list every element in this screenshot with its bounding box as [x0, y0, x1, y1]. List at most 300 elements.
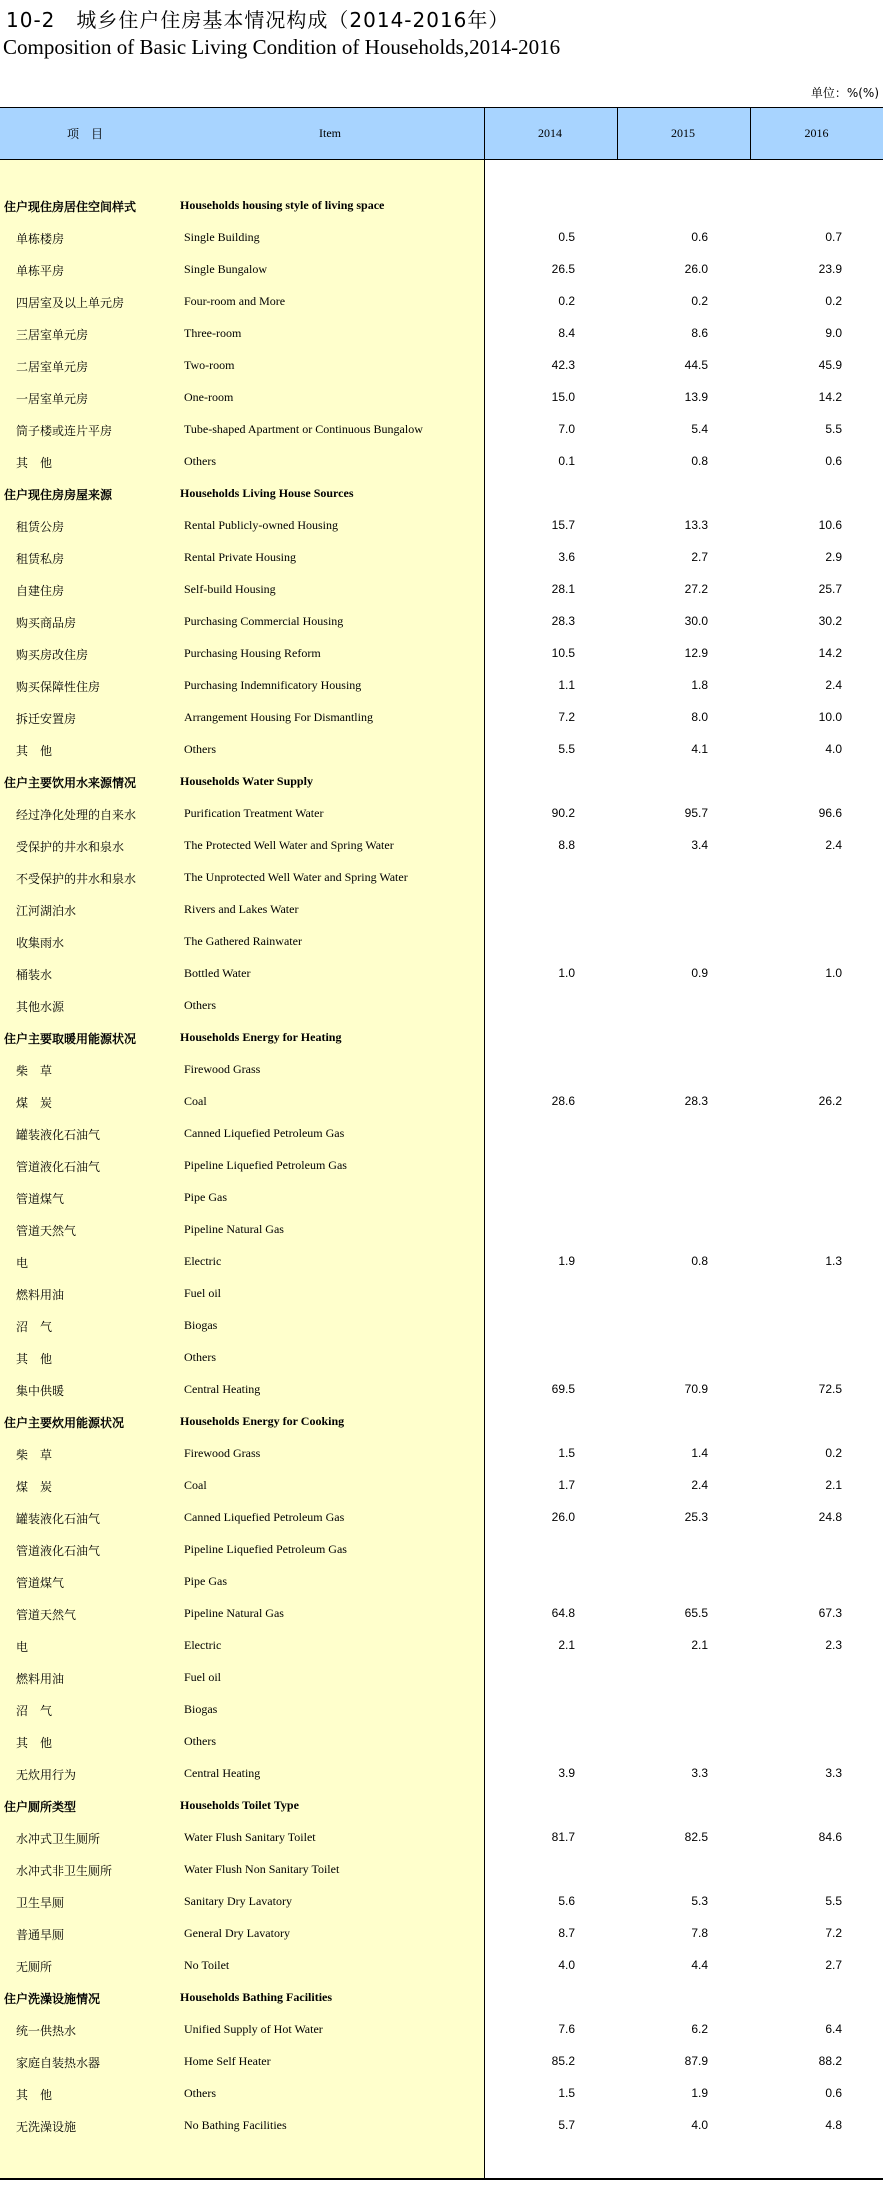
cell-value-2016: 0.6: [825, 2086, 842, 2100]
cell-value-2016: 84.6: [818, 1830, 842, 1844]
table-row: [0, 1470, 883, 1502]
cell-value-2016: 0.2: [825, 1446, 842, 1460]
row-label-en: Electric: [184, 1254, 222, 1268]
row-label-en: Households Energy for Heating: [180, 1030, 342, 1044]
table-row: [0, 1854, 883, 1886]
cell-value-2014: 64.8: [551, 1606, 575, 1620]
table-bottom-border: [0, 2178, 883, 2180]
cell-value-2016: 4.0: [825, 742, 842, 756]
row-label-en: Central Heating: [184, 1766, 261, 1780]
cell-value-2016: 24.8: [818, 1510, 842, 1524]
cell-value-2015: 1.4: [691, 1446, 708, 1460]
row-label-cn: 其 他: [16, 456, 53, 470]
row-label-en: Two-room: [184, 358, 235, 372]
table-row: [0, 1950, 883, 1982]
cell-value-2014: 0.5: [558, 230, 575, 244]
row-label-cn: 租赁公房: [16, 520, 65, 534]
row-label-en: Self-build Housing: [184, 582, 276, 596]
row-label-cn: 其 他: [16, 1736, 53, 1750]
row-label-en: Home Self Heater: [184, 2054, 271, 2068]
row-label-cn: 柴 草: [16, 1064, 53, 1078]
row-label-cn: 水冲式卫生厕所: [16, 1832, 101, 1846]
row-label-en: Households Toilet Type: [180, 1798, 299, 1812]
cell-value-2014: 1.0: [558, 966, 575, 980]
row-label-cn: 经过净化处理的自来水: [16, 808, 137, 822]
table-row: [0, 2110, 883, 2142]
section-header-row: [0, 190, 883, 222]
row-label-cn: 普通旱厕: [16, 1928, 65, 1942]
row-label-en: Single Building: [184, 230, 260, 244]
row-label-cn: 其他水源: [16, 1000, 65, 1014]
cell-value-2016: 14.2: [818, 390, 842, 404]
row-label-cn: 二居室单元房: [16, 360, 89, 374]
row-label-cn: 管道液化石油气: [16, 1160, 101, 1174]
header-item-cn: 项 目: [66, 127, 103, 141]
table-row: [0, 1758, 883, 1790]
cell-value-2015: 12.9: [684, 646, 708, 660]
cell-value-2015: 70.9: [684, 1382, 708, 1396]
section-header-row: [0, 1790, 883, 1822]
page-title-en: Composition of Basic Living Condition of Households,2014-2016: [3, 35, 561, 59]
row-label-cn: 无厕所: [16, 1960, 53, 1974]
cell-value-2015: 44.5: [684, 358, 708, 372]
table-row: [0, 638, 883, 670]
table-row: [0, 1374, 883, 1406]
cell-value-2016: 4.8: [825, 2118, 842, 2132]
row-label-en: Households Bathing Facilities: [180, 1990, 333, 2004]
row-label-en: The Unprotected Well Water and Spring Water: [184, 870, 408, 884]
row-label-cn: 不受保护的井水和泉水: [16, 872, 137, 886]
table-row: [0, 1630, 883, 1662]
cell-value-2015: 0.8: [691, 1254, 708, 1268]
row-label-en: Purification Treatment Water: [184, 806, 324, 820]
row-label-cn: 管道天然气: [16, 1224, 77, 1238]
row-label-en: The Protected Well Water and Spring Water: [184, 838, 394, 852]
row-label-cn: 管道煤气: [16, 1192, 65, 1206]
row-label-cn: 电: [16, 1256, 29, 1270]
row-label-cn: 燃料用油: [16, 1288, 65, 1302]
header-year-2016: 2016: [804, 126, 829, 140]
cell-value-2014: 69.5: [551, 1382, 575, 1396]
table-row: [0, 606, 883, 638]
row-label-en: Water Flush Sanitary Toilet: [184, 1830, 316, 1844]
cell-value-2014: 5.5: [558, 742, 575, 756]
row-label-en: Bottled Water: [184, 966, 251, 980]
table-row: [0, 318, 883, 350]
cell-value-2016: 2.3: [825, 1638, 842, 1652]
cell-value-2015: 8.0: [691, 710, 708, 724]
table-row: [0, 1246, 883, 1278]
section-header-row: [0, 478, 883, 510]
cell-value-2016: 0.7: [825, 230, 842, 244]
table-row: [0, 1278, 883, 1310]
table-row: [0, 446, 883, 478]
row-label-cn: 罐装液化石油气: [16, 1512, 101, 1526]
cell-value-2014: 28.3: [551, 614, 575, 628]
row-label-en: One-room: [184, 390, 234, 404]
row-label-en: Purchasing Housing Reform: [184, 646, 321, 660]
table-row: [0, 222, 883, 254]
row-label-cn: 桶装水: [16, 968, 53, 982]
cell-value-2015: 87.9: [684, 2054, 708, 2068]
row-label-en: Pipeline Liquefied Petroleum Gas: [184, 1542, 347, 1556]
table-row: [0, 286, 883, 318]
cell-value-2014: 8.8: [558, 838, 575, 852]
cell-value-2015: 2.1: [691, 1638, 708, 1652]
row-label-en: Four-room and More: [184, 294, 286, 308]
row-label-en: Others: [184, 742, 216, 756]
row-label-cn: 住户厕所类型: [4, 1800, 77, 1814]
cell-value-2015: 82.5: [684, 1830, 708, 1844]
row-label-cn: 其 他: [16, 744, 53, 758]
cell-value-2016: 88.2: [818, 2054, 842, 2068]
section-header-row: [0, 1982, 883, 2014]
row-label-cn: 江河湖泊水: [16, 904, 77, 918]
cell-value-2014: 0.1: [558, 454, 575, 468]
table-row: [0, 1726, 883, 1758]
row-label-en: Canned Liquefied Petroleum Gas: [184, 1510, 345, 1524]
cell-value-2015: 13.9: [684, 390, 708, 404]
row-label-cn: 单栋楼房: [16, 232, 65, 246]
section-header-row: [0, 1406, 883, 1438]
table-row: [0, 2046, 883, 2078]
row-label-en: General Dry Lavatory: [184, 1926, 290, 1940]
row-label-cn: 水冲式非卫生厕所: [16, 1864, 113, 1878]
row-label-en: Rental Private Housing: [184, 550, 296, 564]
table-row: [0, 926, 883, 958]
cell-value-2014: 1.7: [558, 1478, 575, 1492]
row-label-cn: 受保护的井水和泉水: [16, 840, 125, 854]
table-row: [0, 414, 883, 446]
row-label-en: Three-room: [184, 326, 242, 340]
cell-value-2014: 5.6: [558, 1894, 575, 1908]
cell-value-2015: 4.0: [691, 2118, 708, 2132]
row-label-en: Coal: [184, 1478, 207, 1492]
column-divider: [617, 107, 618, 159]
cell-value-2014: 1.5: [558, 2086, 575, 2100]
row-label-en: Single Bungalow: [184, 262, 267, 276]
column-divider: [750, 107, 751, 159]
row-label-cn: 管道液化石油气: [16, 1544, 101, 1558]
row-label-en: Fuel oil: [184, 1286, 222, 1300]
row-label-cn: 煤 炭: [16, 1096, 53, 1110]
cell-value-2015: 26.0: [684, 262, 708, 276]
cell-value-2016: 7.2: [825, 1926, 842, 1940]
row-label-en: Pipe Gas: [184, 1574, 227, 1588]
cell-value-2014: 26.0: [551, 1510, 575, 1524]
cell-value-2015: 0.2: [691, 294, 708, 308]
row-label-cn: 三居室单元房: [16, 328, 89, 342]
cell-value-2015: 6.2: [691, 2022, 708, 2036]
row-label-cn: 购买保障性住房: [16, 680, 101, 694]
cell-value-2016: 26.2: [818, 1094, 842, 1108]
cell-value-2016: 1.3: [825, 1254, 842, 1268]
cell-value-2016: 2.9: [825, 550, 842, 564]
cell-value-2016: 67.3: [818, 1606, 842, 1620]
row-label-en: No Toilet: [184, 1958, 230, 1972]
cell-value-2015: 95.7: [684, 806, 708, 820]
row-label-en: Households Living House Sources: [180, 486, 354, 500]
table-row: [0, 1694, 883, 1726]
cell-value-2014: 7.6: [558, 2022, 575, 2036]
row-label-cn: 一居室单元房: [16, 392, 89, 406]
table-row: [0, 990, 883, 1022]
row-label-en: Firewood Grass: [184, 1062, 261, 1076]
row-label-cn: 无炊用行为: [16, 1768, 77, 1782]
row-label-en: Biogas: [184, 1318, 218, 1332]
table-row: [0, 542, 883, 574]
table-row: [0, 2014, 883, 2046]
table-row: [0, 574, 883, 606]
cell-value-2015: 28.3: [684, 1094, 708, 1108]
row-label-cn: 住户洗澡设施情况: [4, 1992, 101, 2006]
row-label-en: Others: [184, 998, 216, 1012]
row-label-cn: 住户主要炊用能源状况: [4, 1416, 125, 1430]
row-label-en: Central Heating: [184, 1382, 261, 1396]
cell-value-2016: 0.6: [825, 454, 842, 468]
row-label-cn: 拆迁安置房: [16, 712, 77, 726]
row-label-cn: 自建住房: [16, 584, 65, 598]
row-label-en: Pipeline Natural Gas: [184, 1606, 284, 1620]
row-label-en: Purchasing Commercial Housing: [184, 614, 344, 628]
cell-value-2016: 5.5: [825, 422, 842, 436]
header-year-2014: 2014: [538, 126, 562, 140]
row-label-cn: 罐装液化石油气: [16, 1128, 101, 1142]
row-label-cn: 沼 气: [16, 1704, 53, 1718]
table-row: [0, 1662, 883, 1694]
row-label-cn: 收集雨水: [16, 936, 65, 950]
cell-value-2015: 65.5: [684, 1606, 708, 1620]
row-label-cn: 集中供暖: [16, 1384, 65, 1398]
cell-value-2016: 3.3: [825, 1766, 842, 1780]
page-title-cn: 10-2 城乡住户住房基本情况构成（2014-2016年）: [6, 8, 510, 32]
row-label-en: Households Water Supply: [180, 774, 313, 788]
cell-value-2016: 2.7: [825, 1958, 842, 1972]
cell-value-2015: 25.3: [684, 1510, 708, 1524]
row-label-en: Biogas: [184, 1702, 218, 1716]
cell-value-2014: 8.7: [558, 1926, 575, 1940]
table-row: [0, 1886, 883, 1918]
cell-value-2014: 42.3: [551, 358, 575, 372]
cell-value-2014: 1.5: [558, 1446, 575, 1460]
table-row: [0, 670, 883, 702]
row-label-cn: 统一供热水: [16, 2024, 77, 2038]
cell-value-2014: 5.7: [558, 2118, 575, 2132]
cell-value-2015: 2.4: [691, 1478, 708, 1492]
row-label-en: Sanitary Dry Lavatory: [184, 1894, 292, 1908]
row-label-cn: 购买商品房: [16, 616, 77, 630]
row-label-en: Canned Liquefied Petroleum Gas: [184, 1126, 345, 1140]
row-label-en: Others: [184, 1734, 216, 1748]
table-row: [0, 862, 883, 894]
table-row: [0, 382, 883, 414]
table-row: [0, 1086, 883, 1118]
row-label-en: Fuel oil: [184, 1670, 222, 1684]
cell-value-2016: 25.7: [818, 582, 842, 596]
table-row: [0, 1054, 883, 1086]
cell-value-2016: 10.0: [818, 710, 842, 724]
table-row: [0, 1534, 883, 1566]
cell-value-2016: 14.2: [818, 646, 842, 660]
row-label-cn: 筒子楼或连片平房: [16, 424, 113, 438]
cell-value-2015: 3.4: [691, 838, 708, 852]
table-row: [0, 702, 883, 734]
row-label-en: Rental Publicly-owned Housing: [184, 518, 338, 532]
cell-value-2016: 6.4: [825, 2022, 842, 2036]
cell-value-2015: 7.8: [691, 1926, 708, 1940]
cell-value-2014: 15.0: [551, 390, 575, 404]
row-label-cn: 电: [16, 1640, 29, 1654]
cell-value-2014: 28.6: [551, 1094, 575, 1108]
cell-value-2014: 4.0: [558, 1958, 575, 1972]
row-label-en: Others: [184, 1350, 216, 1364]
table-row: [0, 1438, 883, 1470]
row-label-en: Pipeline Liquefied Petroleum Gas: [184, 1158, 347, 1172]
table-row: [0, 798, 883, 830]
cell-value-2016: 0.2: [825, 294, 842, 308]
cell-value-2015: 3.3: [691, 1766, 708, 1780]
cell-value-2016: 2.1: [825, 1478, 842, 1492]
cell-value-2015: 1.8: [691, 678, 708, 692]
cell-value-2016: 45.9: [818, 358, 842, 372]
table-row: [0, 1182, 883, 1214]
cell-value-2016: 2.4: [825, 838, 842, 852]
row-label-en: No Bathing Facilities: [184, 2118, 287, 2132]
row-label-cn: 住户现住房居住空间样式: [4, 200, 137, 214]
table-row: [0, 894, 883, 926]
cell-value-2015: 5.4: [691, 422, 708, 436]
cell-value-2015: 2.7: [691, 550, 708, 564]
cell-value-2014: 85.2: [551, 2054, 575, 2068]
table-row: [0, 1822, 883, 1854]
table-row: [0, 1118, 883, 1150]
table-row: [0, 958, 883, 990]
row-label-en: Unified Supply of Hot Water: [184, 2022, 323, 2036]
table-row: [0, 1342, 883, 1374]
cell-value-2016: 5.5: [825, 1894, 842, 1908]
cell-value-2014: 90.2: [551, 806, 575, 820]
row-label-en: Arrangement Housing For Dismantling: [184, 710, 373, 724]
cell-value-2016: 9.0: [825, 326, 842, 340]
row-label-en: Water Flush Non Sanitary Toilet: [184, 1862, 340, 1876]
row-label-en: Pipe Gas: [184, 1190, 227, 1204]
row-label-cn: 管道煤气: [16, 1576, 65, 1590]
row-label-cn: 燃料用油: [16, 1672, 65, 1686]
cell-value-2016: 23.9: [818, 262, 842, 276]
table-row: [0, 830, 883, 862]
cell-value-2016: 2.4: [825, 678, 842, 692]
cell-value-2014: 2.1: [558, 1638, 575, 1652]
row-label-en: Purchasing Indemnificatory Housing: [184, 678, 362, 692]
cell-value-2014: 3.6: [558, 550, 575, 564]
cell-value-2015: 0.6: [691, 230, 708, 244]
row-label-cn: 其 他: [16, 2088, 53, 2102]
unit-label: 单位：%(%): [810, 86, 879, 100]
cell-value-2014: 15.7: [551, 518, 575, 532]
cell-value-2015: 0.8: [691, 454, 708, 468]
table-row: [0, 1310, 883, 1342]
row-label-cn: 卫生旱厕: [16, 1896, 65, 1910]
header-year-2015: 2015: [671, 126, 695, 140]
row-label-en: Pipeline Natural Gas: [184, 1222, 284, 1236]
row-label-cn: 住户主要取暖用能源状况: [4, 1032, 137, 1046]
table-row: [0, 510, 883, 542]
cell-value-2015: 13.3: [684, 518, 708, 532]
table-row: [0, 2078, 883, 2110]
cell-value-2016: 96.6: [818, 806, 842, 820]
cell-value-2016: 1.0: [825, 966, 842, 980]
cell-value-2014: 8.4: [558, 326, 575, 340]
table-row: [0, 1214, 883, 1246]
header-item-en: Item: [319, 126, 341, 140]
cell-value-2014: 1.1: [558, 678, 575, 692]
row-label-cn: 单栋平房: [16, 264, 65, 278]
cell-value-2014: 1.9: [558, 1254, 575, 1268]
row-label-cn: 其 他: [16, 1352, 53, 1366]
cell-value-2015: 4.4: [691, 1958, 708, 1972]
row-label-en: Others: [184, 2086, 216, 2100]
row-label-cn: 四居室及以上单元房: [16, 296, 125, 310]
cell-value-2015: 0.9: [691, 966, 708, 980]
row-label-cn: 无洗澡设施: [16, 2120, 77, 2134]
cell-value-2016: 30.2: [818, 614, 842, 628]
row-label-cn: 柴 草: [16, 1448, 53, 1462]
row-label-cn: 租赁私房: [16, 552, 65, 566]
table-row: [0, 350, 883, 382]
cell-value-2016: 10.6: [818, 518, 842, 532]
table-row: [0, 1566, 883, 1598]
cell-value-2015: 27.2: [684, 582, 708, 596]
cell-value-2014: 3.9: [558, 1766, 575, 1780]
cell-value-2016: 72.5: [818, 1382, 842, 1396]
row-label-cn: 管道天然气: [16, 1608, 77, 1622]
row-label-en: Firewood Grass: [184, 1446, 261, 1460]
cell-value-2015: 4.1: [691, 742, 708, 756]
cell-value-2015: 5.3: [691, 1894, 708, 1908]
row-label-en: Coal: [184, 1094, 207, 1108]
row-label-cn: 沼 气: [16, 1320, 53, 1334]
row-label-cn: 住户现住房房屋来源: [4, 488, 113, 502]
cell-value-2014: 10.5: [551, 646, 575, 660]
row-label-en: Electric: [184, 1638, 222, 1652]
cell-value-2014: 28.1: [551, 582, 575, 596]
table-row: [0, 254, 883, 286]
row-label-en: Households Energy for Cooking: [180, 1414, 345, 1428]
row-label-cn: 家庭自装热水器: [16, 2056, 101, 2070]
cell-value-2014: 26.5: [551, 262, 575, 276]
section-header-row: [0, 1022, 883, 1054]
table-row: [0, 1502, 883, 1534]
row-label-en: Households housing style of living space: [180, 198, 385, 212]
row-label-en: Tube-shaped Apartment or Continuous Bungalow: [184, 422, 423, 436]
section-header-row: [0, 766, 883, 798]
table-row: [0, 1150, 883, 1182]
cell-value-2015: 30.0: [684, 614, 708, 628]
row-label-cn: 购买房改住房: [16, 648, 89, 662]
cell-value-2014: 7.2: [558, 710, 575, 724]
table-row: [0, 734, 883, 766]
cell-value-2015: 1.9: [691, 2086, 708, 2100]
row-label-cn: 煤 炭: [16, 1480, 53, 1494]
row-label-en: Others: [184, 454, 216, 468]
table-row: [0, 1918, 883, 1950]
row-label-en: Rivers and Lakes Water: [184, 902, 299, 916]
table-row: [0, 1598, 883, 1630]
cell-value-2014: 7.0: [558, 422, 575, 436]
row-label-en: The Gathered Rainwater: [184, 934, 302, 948]
cell-value-2014: 0.2: [558, 294, 575, 308]
row-label-cn: 住户主要饮用水来源情况: [4, 776, 137, 790]
